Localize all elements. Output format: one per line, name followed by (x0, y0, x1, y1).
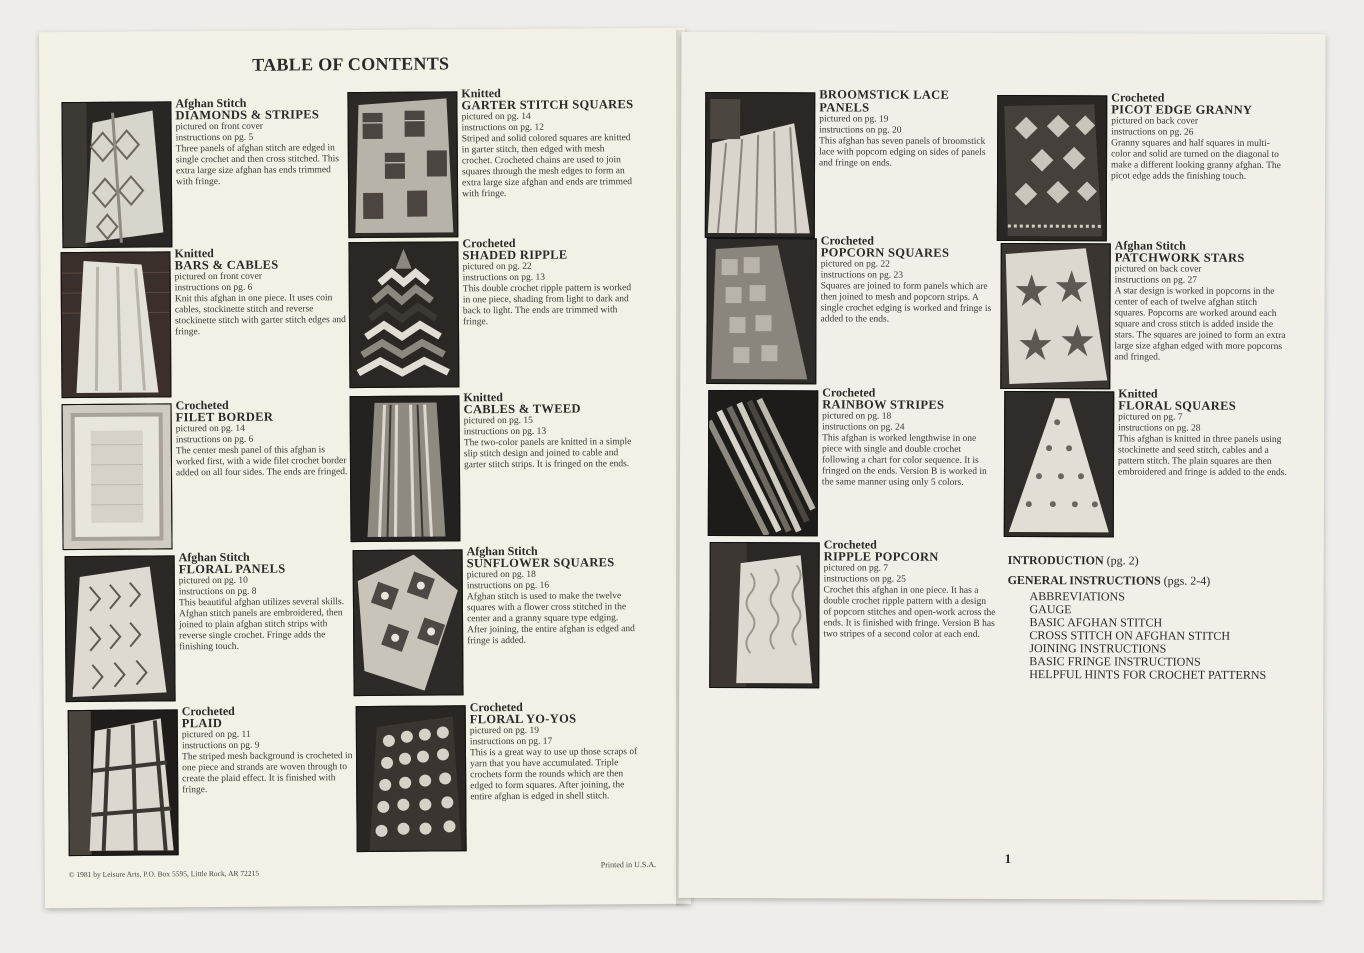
entry-pictured: pictured on pg. 22 (820, 259, 890, 270)
entry-pictured: pictured on pg. 18 (466, 569, 536, 581)
afghan-photo (349, 395, 460, 542)
afghan-photo (61, 101, 172, 248)
list-item: JOINING INSTRUCTIONS (1029, 641, 1167, 656)
entry-description: This afghan is worked lengthwise in one piece with single and double crochet following a chart for color sequence. It is fringed on the ends. Version B is worked in the same manner using only 5 colors. (821, 433, 987, 488)
toc-entry-diamonds-stripes (61, 95, 352, 252)
entry-description: The striped mesh background is crocheted in one piece and strands are woven through to create the plaid effect. It is finished with fringe. (181, 751, 353, 796)
entry-title: POPCORN SQUARES (820, 245, 950, 260)
entry-instructions: instructions on pg. 9 (181, 740, 260, 752)
entry-description: Three panels of afghan stitch are edged in single crochet and then cross stitched. This extra large size afghan has ends trimmed with fringe. (175, 143, 340, 188)
entry-description: Afghan stitch is used to make the twelve squares with a flower cross stitched in the center and a granny square type edging. After joining, the entire afghan is edged and fringe is added. (466, 591, 635, 647)
list-item: ABBREVIATIONS (1029, 589, 1125, 604)
entry-title: FLORAL YO-YOS (469, 711, 577, 727)
introduction-heading (1008, 553, 1139, 568)
entry-category: Knitted (461, 86, 501, 101)
toc-entry-sunflower-squares (353, 543, 644, 700)
entry-pictured: pictured on pg. 11 (181, 729, 251, 741)
entry-category: Knitted (463, 390, 503, 405)
afghan-photo (1000, 243, 1111, 389)
toc-entry-filet-border (62, 397, 353, 554)
general-instructions-pages: (pgs. 2-4) (1163, 573, 1211, 588)
left-page (39, 28, 691, 908)
entry-title: FLORAL PANELS (178, 561, 286, 577)
afghan-photo (68, 709, 179, 856)
toc-entry-bars-cables (60, 246, 351, 402)
list-item: GAUGE (1029, 602, 1072, 617)
entry-instructions: instructions on pg. 27 (1114, 275, 1198, 286)
entry-category: Crocheted (822, 385, 876, 400)
entry-pictured: pictured on back cover (1111, 116, 1199, 127)
afghan-photo (708, 390, 819, 536)
entry-title: SUNFLOWER SQUARES (466, 555, 615, 571)
entry-instructions: instructions on pg. 26 (1111, 127, 1194, 138)
entry-pictured: pictured on pg. 10 (178, 575, 248, 587)
entry-title: SHADED RIPPLE (462, 247, 568, 263)
entry-description: This double crochet ripple pattern is worked in one piece, shading from light to dark and back to light. The ends are trimmed with fringe. (462, 283, 632, 328)
entry-title: FLORAL SQUARES (1118, 398, 1237, 413)
entry-category: Crocheted (469, 699, 523, 715)
entry-title: PATCHWORK STARS (1114, 250, 1245, 265)
entry-title: GARTER STITCH SQUARES (461, 97, 634, 113)
entry-instructions: instructions on pg. 24 (822, 422, 905, 433)
entry-description: Crochet this afghan in one piece. It has a double crochet ripple pattern with a design of popcorn stitches and open-work across the ends. It is finished with fringe. Version B has two stripes of a second color at each end. (823, 585, 996, 640)
entry-pictured: pictured on pg. 19 (469, 725, 540, 737)
toc-entry-picot-edge-granny (997, 90, 1288, 246)
introduction-label: INTRODUCTION (1007, 553, 1104, 568)
entry-description: This beautiful afghan utilizes several skills. Afghan stitch panels are embroidered, then joined to plain afghan stitch strips with reverse single crochet. Fringe adds the finishing touch. (178, 597, 345, 653)
footer-printed: Printed in U.S.A. (600, 859, 657, 870)
right-page (678, 32, 1325, 900)
footer-copyright: © 1981 by Leisure Arts, P.O. Box 5595, Little Rock, AR 72215 (68, 868, 260, 880)
list-item: BASIC AFGHAN STITCH (1029, 615, 1163, 630)
entry-pictured: pictured on pg. 22 (462, 261, 532, 273)
toc-entry-shaded-ripple (348, 235, 639, 392)
toc-title: TABLE OF CONTENTS (252, 53, 450, 75)
entry-description: This is a great way to use up those scraps of yarn that you have accumulated. Triple crochets form the rounds which are then edged to form squares. After joining, the entire afghan is edged in shell stitch. (469, 747, 638, 803)
general-instructions-heading (1008, 573, 1211, 589)
entry-category: Knitted (1118, 386, 1158, 401)
entry-category: Crocheted (175, 397, 229, 413)
toc-entry-ripple-popcorn (709, 537, 1000, 693)
entry-instructions: instructions on pg. 16 (466, 580, 550, 592)
entry-instructions: instructions on pg. 6 (175, 434, 254, 446)
general-instructions-list (1029, 590, 1266, 682)
entry-pictured: pictured on pg. 14 (461, 111, 531, 123)
toc-entry-floral-yo-yos (356, 699, 647, 856)
entry-instructions: instructions on pg. 25 (823, 574, 906, 585)
toc-entry-broomstick-lace (705, 87, 996, 243)
entry-pictured: pictured on pg. 7 (1118, 412, 1183, 423)
general-instructions-label: GENERAL INSTRUCTIONS (1007, 573, 1161, 588)
entry-title: BARS & CABLES (174, 257, 279, 273)
afghan-photo (706, 238, 817, 384)
entry-instructions: instructions on pg. 23 (820, 270, 904, 281)
entry-description: This afghan is knitted in three panels using stockinette and seed stitch, cables and a pattern stitch. The plain squares are then embroidered and fringe is added to the ends. (1117, 434, 1287, 478)
entry-category: Afghan Stitch (175, 95, 247, 111)
introduction-pages: (pg. 2) (1106, 553, 1139, 568)
entry-description: A star design is worked in popcorns in the center of each of twelve afghan stitch squares. Popcorns are worked around each square and cross stitch is added inside the stars. The squares are joined to form an extra large size afghan edged with more popcorns and fringed. (1114, 286, 1286, 363)
entry-pictured: pictured on pg. 15 (463, 415, 533, 427)
entry-pictured: pictured on pg. 7 (823, 563, 889, 574)
entry-instructions: instructions on pg. 13 (463, 426, 547, 438)
entry-instructions: instructions on pg. 8 (178, 586, 257, 598)
entry-title: BROOMSTICK LACE PANELS (819, 87, 950, 115)
entry-title: RAINBOW STRIPES (822, 397, 945, 412)
entry-instructions: instructions on pg. 13 (462, 272, 546, 284)
entry-pictured: pictured on front cover (175, 121, 263, 133)
entry-pictured: pictured on pg. 19 (819, 114, 889, 125)
entry-pictured: pictured on back cover (1114, 264, 1202, 275)
list-item: CROSS STITCH ON AFGHAN STITCH (1029, 628, 1231, 643)
entry-category: Afghan Stitch (178, 549, 250, 565)
afghan-photo (348, 241, 459, 388)
afghan-photo (997, 95, 1108, 241)
entry-description: Striped and solid colored squares are knitted in garter stitch, then edged with mesh crochet. Crocheted chains are used to join squares through the mesh edges to form an extra large size afghan and ends are trimmed with fringe. (461, 133, 633, 200)
entry-pictured: pictured on pg. 18 (822, 411, 892, 422)
afghan-photo (705, 92, 816, 238)
entry-description: This afghan has seven panels of broomstick lace with popcorn edging on sides of panels and fringe on ends. (819, 136, 986, 169)
toc-entry-popcorn-squares (706, 233, 997, 389)
entry-instructions: instructions on pg. 12 (461, 122, 545, 134)
list-item: BASIC FRINGE INSTRUCTIONS (1029, 654, 1201, 669)
afghan-photo (65, 555, 176, 702)
entry-pictured: pictured on front cover (174, 271, 263, 283)
afghan-photo (353, 549, 464, 696)
entry-category: Afghan Stitch (466, 543, 538, 559)
afghan-photo (60, 251, 171, 398)
toc-entry-cables-tweed (349, 390, 640, 546)
toc-entry-floral-panels (65, 549, 356, 706)
entry-category: Knitted (174, 246, 214, 261)
entry-title: RIPPLE POPCORN (823, 549, 939, 564)
afghan-photo (62, 403, 173, 550)
entry-instructions: instructions on pg. 28 (1118, 423, 1201, 434)
entry-description: The two-color panels are knitted in a simple slip stitch design and joined to cable and garter stitch strips. It is fringed on the ends. (463, 437, 632, 471)
entry-category: Crocheted (823, 537, 877, 552)
afghan-photo (347, 91, 458, 238)
entry-instructions: instructions on pg. 5 (175, 132, 254, 144)
entry-description: Knit this afghan in one piece. It uses coin cables, stockinette stitch and reverse stockinette stitch with garter stitch edges and fringe. (174, 293, 346, 338)
toc-entry-floral-squares (1004, 386, 1295, 542)
entry-title: PLAID (181, 716, 223, 731)
entry-description: The center mesh panel of this afghan is worked first, with a wide filet crochet border added on all four sides. The ends are fringed. (175, 445, 348, 479)
toc-entry-garter-stitch-squares (347, 86, 638, 242)
entry-instructions: instructions on pg. 6 (174, 282, 253, 294)
afghan-photo (709, 542, 820, 688)
afghan-photo (356, 705, 467, 852)
entry-title: CABLES & TWEED (463, 401, 581, 417)
entry-pictured: pictured on pg. 14 (175, 423, 245, 435)
entry-category: Afghan Stitch (1114, 238, 1186, 253)
entry-instructions: instructions on pg. 20 (819, 125, 902, 136)
afghan-photo (1004, 391, 1115, 537)
entry-category: Crocheted (820, 233, 874, 248)
entry-title: FILET BORDER (175, 409, 274, 425)
entry-category: Crocheted (181, 703, 235, 719)
list-item: HELPFUL HINTS FOR CROCHET PATTERNS (1029, 667, 1267, 682)
entry-title: PICOT EDGE GRANNY (1111, 102, 1253, 117)
entry-title: DIAMONDS & STRIPES (175, 107, 320, 123)
entry-description: Granny squares and half squares in multi-color and solid are turned on the diagonal to make a different looking granny afghan. The picot edge adds the finishing touch. (1110, 138, 1281, 182)
toc-entry-plaid (68, 703, 359, 860)
toc-entry-patchwork-stars (1000, 238, 1291, 394)
entry-category: Crocheted (1111, 90, 1165, 105)
toc-entry-rainbow-stripes (708, 385, 999, 541)
page-number: 1 (1004, 851, 1012, 867)
entry-instructions: instructions on pg. 17 (469, 736, 553, 748)
entry-category: Crocheted (462, 235, 516, 251)
entry-description: Squares are joined to form panels which are then joined to mesh and popcorn strips. A single crochet edging is worked and fringe is added to the ends. (820, 281, 992, 325)
